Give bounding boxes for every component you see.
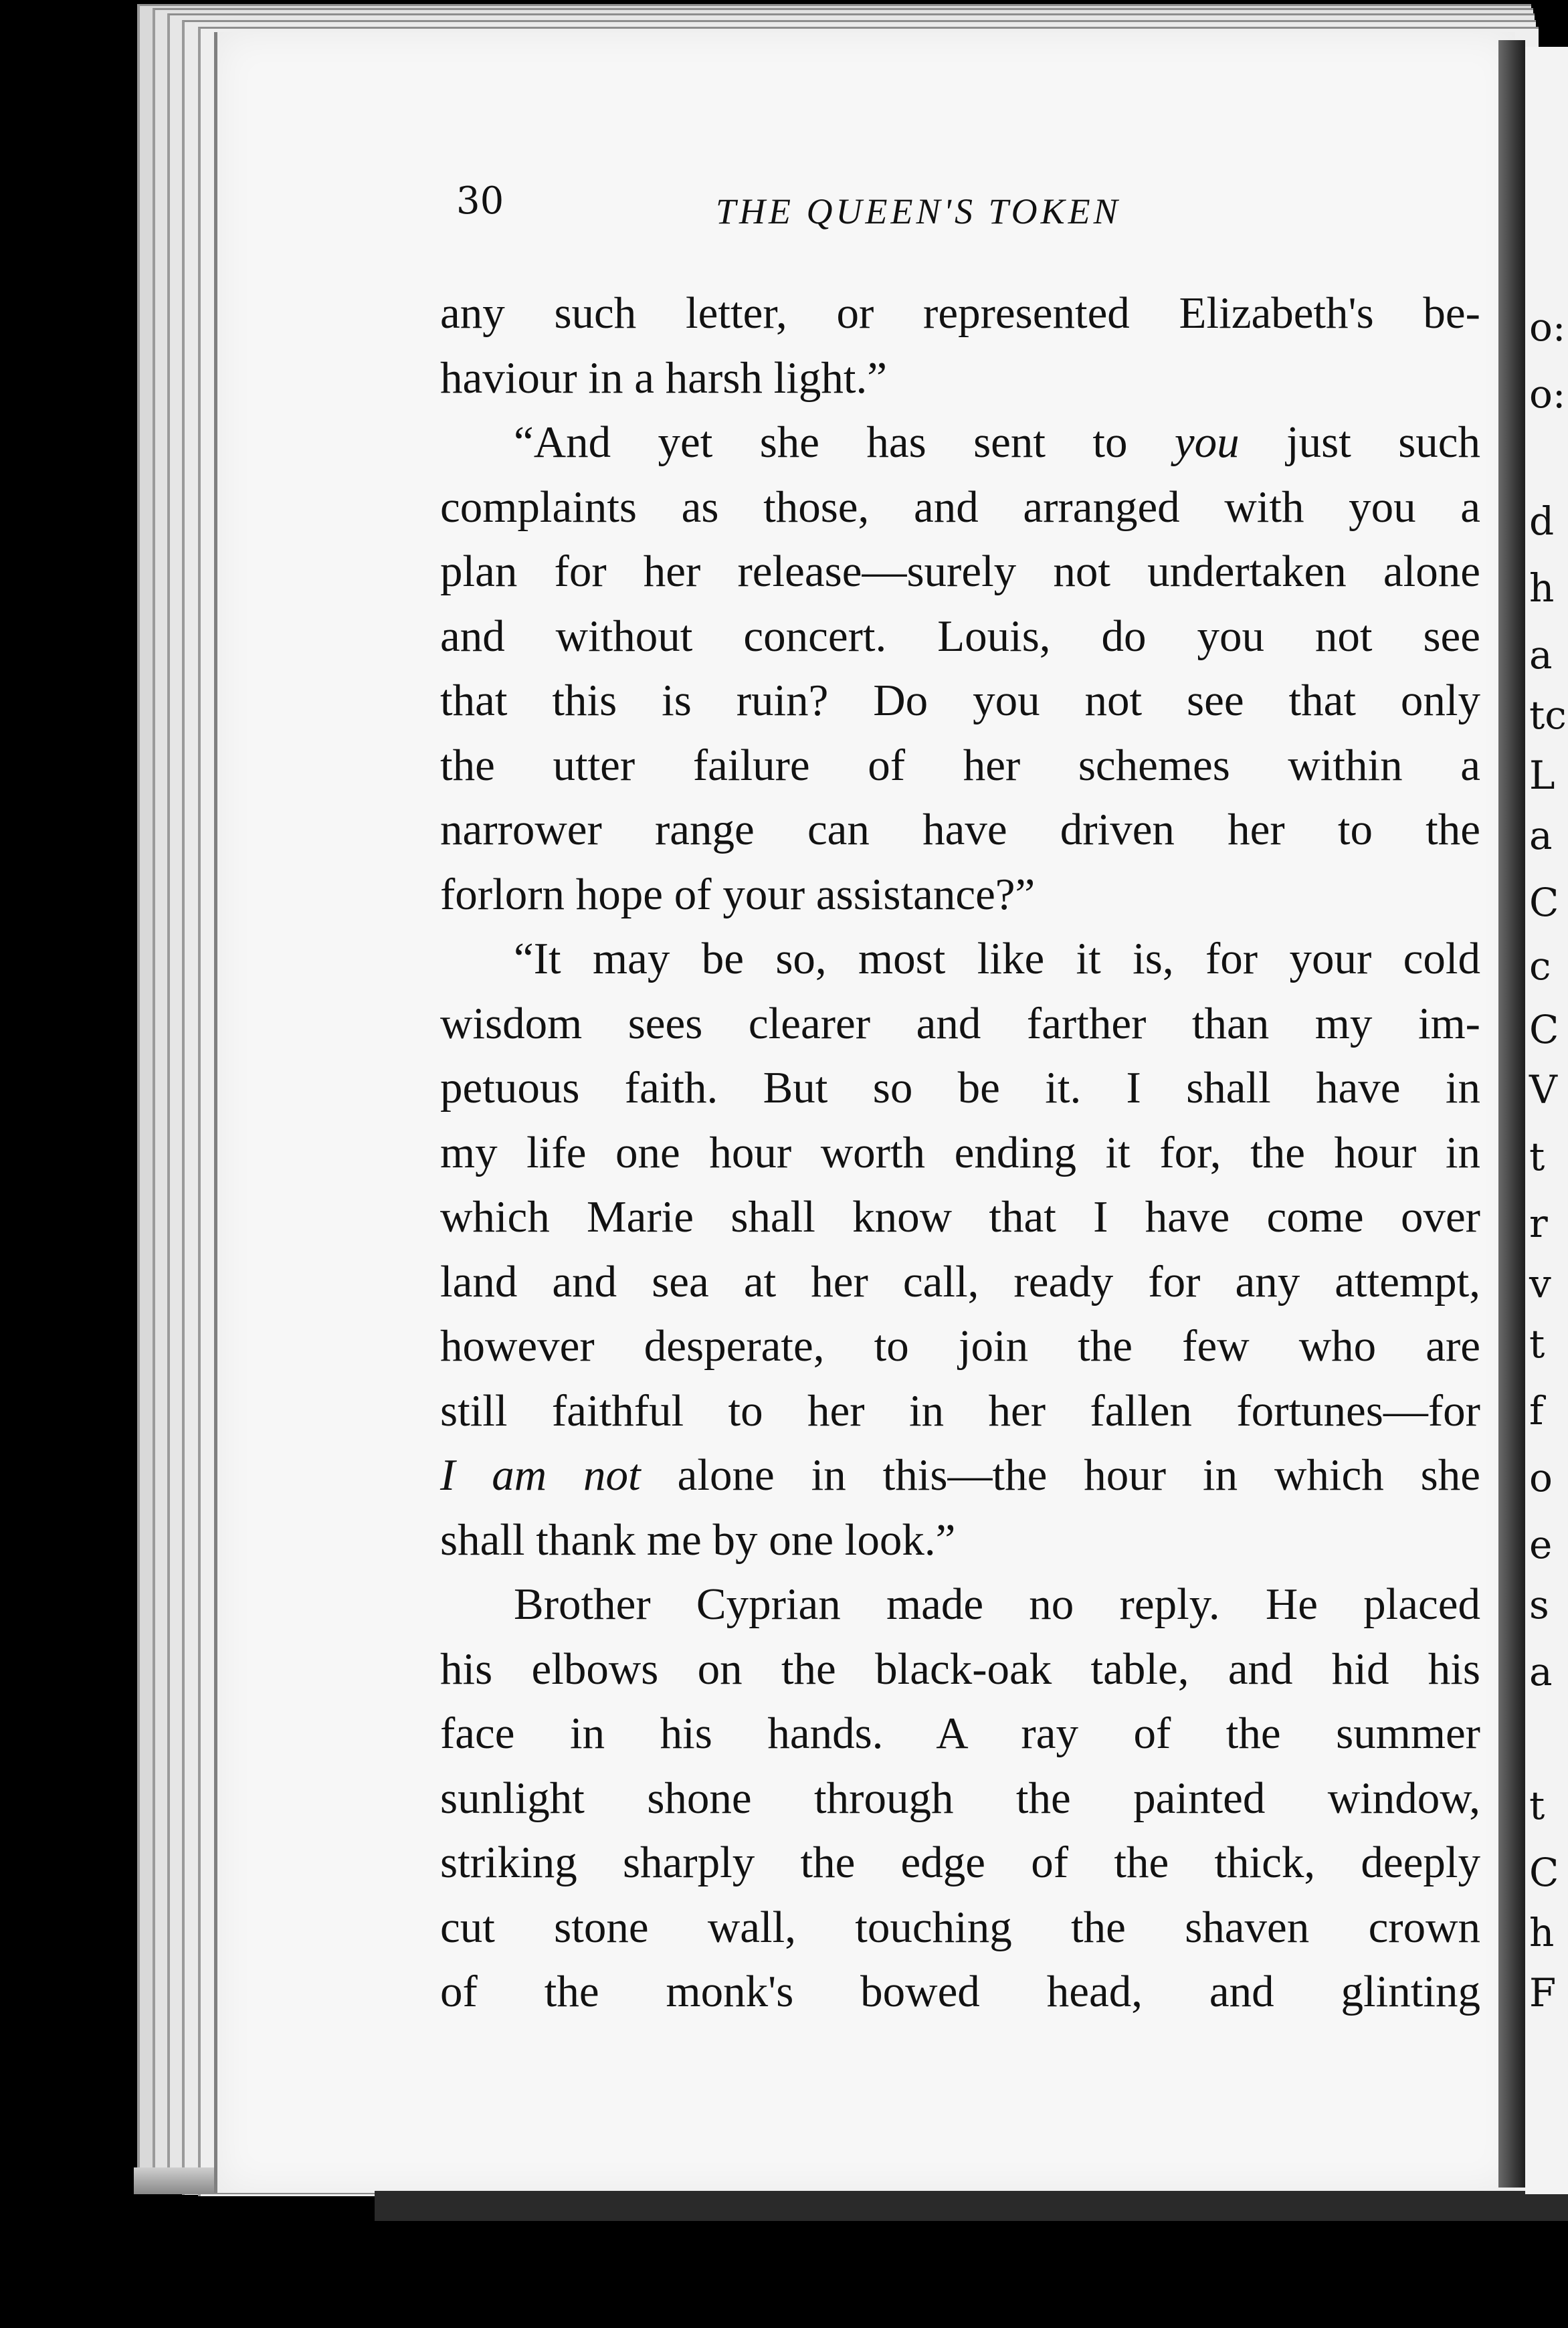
- facing-page-fragment: V: [1529, 1067, 1557, 1112]
- text-run: sunlight shone through the painted window,: [440, 1773, 1480, 1823]
- italic-emphasis: I am not: [440, 1450, 641, 1500]
- text-line: [440, 1830, 1480, 1895]
- facing-page-fragment: a: [1529, 1649, 1553, 1694]
- text-run: that this is ruin? Do you not see that only: [440, 676, 1480, 725]
- facing-page-fragment: a: [1529, 632, 1553, 678]
- body-text: [440, 281, 1480, 2024]
- text-line: [440, 1766, 1480, 1831]
- text-line: [440, 1121, 1480, 1185]
- text-line: [440, 1572, 1480, 1637]
- text-line: [440, 539, 1480, 604]
- bottom-shadow: [375, 2191, 1568, 2221]
- text-run: just such: [1239, 417, 1481, 467]
- text-run: narrower range can have driven her to the: [440, 805, 1480, 854]
- facing-page-fragment: tс: [1529, 692, 1567, 738]
- text-line: [440, 1250, 1480, 1315]
- text-line: [440, 797, 1480, 862]
- facing-page-fragment: C: [1529, 1850, 1559, 1895]
- text-run: which Marie shall know that I have come over: [440, 1192, 1480, 1242]
- text-run: still faithful to her in her fallen fortunes—for: [440, 1385, 1480, 1436]
- text-run: and without concert. Louis, do you not see: [440, 611, 1480, 661]
- italic-emphasis: you: [1174, 417, 1240, 467]
- facing-page-fragment: t: [1529, 1134, 1545, 1179]
- facing-page-sliver: [1525, 47, 1568, 2194]
- text-run: face in his hands. A ray of the summer: [440, 1709, 1480, 1758]
- facing-page-fragment: r: [1529, 1201, 1548, 1246]
- text-run: his elbows on the black-oak table, and hid his: [440, 1644, 1480, 1694]
- facing-page-fragment: h: [1529, 1910, 1555, 1955]
- running-title: THE QUEEN'S TOKEN: [716, 191, 1121, 231]
- text-line: [440, 475, 1480, 540]
- text-line: [440, 1056, 1480, 1121]
- text-line: [440, 410, 1480, 475]
- text-line: [440, 281, 1480, 346]
- facing-page-fragment: a: [1529, 813, 1553, 858]
- text-line: [440, 991, 1480, 1056]
- text-run: however desperate, to join the few who are: [440, 1321, 1480, 1371]
- text-line: [440, 1379, 1480, 1444]
- text-line: [440, 1637, 1480, 1702]
- facing-page-fragment: o: [1529, 1455, 1553, 1500]
- facing-page-fragment: c: [1529, 943, 1551, 989]
- text-run: forlorn hope of your assistance?”: [440, 869, 1036, 919]
- facing-page-fragment: o:: [1529, 371, 1566, 417]
- facing-page-fragment: v: [1529, 1261, 1551, 1306]
- text-run: cut stone wall, touching the shaven crown: [440, 1902, 1480, 1952]
- text-line: [440, 733, 1480, 798]
- text-line: [440, 668, 1480, 733]
- text-run: wisdom sees clearer and farther than my im-: [440, 998, 1480, 1048]
- book-gutter: [1498, 40, 1525, 2188]
- text-run: shall thank me by one look.”: [440, 1515, 956, 1565]
- text-run: my life one hour worth ending it for, the hour in: [440, 1127, 1480, 1177]
- text-run: the utter failure of her schemes within a: [440, 740, 1480, 790]
- facing-page-fragment: e: [1529, 1522, 1553, 1567]
- text-run: alone in this—the hour in which she: [640, 1450, 1480, 1500]
- facing-page-fragment: C: [1529, 1007, 1559, 1052]
- text-line: [440, 346, 1480, 411]
- text-run: Brother Cyprian made no reply. He placed: [514, 1579, 1480, 1629]
- text-run: complaints as those, and arranged with you a: [440, 482, 1480, 532]
- text-line: [440, 927, 1480, 991]
- text-line: [440, 862, 1480, 927]
- text-line: [440, 1314, 1480, 1379]
- text-run: of the monk's bowed head, and glinting: [440, 1967, 1480, 2016]
- facing-page-fragment: f: [1529, 1388, 1544, 1434]
- facing-page-fragment: L: [1529, 753, 1555, 798]
- text-run: petuous faith. But so be it. I shall have in: [440, 1063, 1480, 1112]
- facing-page-fragment: F: [1529, 1970, 1557, 2016]
- facing-page-fragment: t: [1529, 1783, 1545, 1828]
- text-line: [440, 1443, 1480, 1508]
- facing-page-fragment: C: [1529, 880, 1559, 925]
- facing-page-fragment: h: [1529, 565, 1555, 611]
- text-run: haviour in a harsh light.”: [440, 353, 887, 403]
- facing-page-fragment: d: [1529, 498, 1555, 544]
- page-number: 30: [456, 179, 504, 223]
- text-line: [440, 1185, 1480, 1250]
- facing-page-fragment: s: [1529, 1582, 1549, 1628]
- text-run: “And yet she has sent to: [514, 417, 1175, 467]
- text-line: [440, 1508, 1480, 1573]
- facing-page-fragment: o:: [1529, 304, 1566, 350]
- text-line: [440, 1959, 1480, 2024]
- text-run: any such letter, or represented Elizabeth's be-: [440, 288, 1480, 338]
- text-run: plan for her release—surely not undertaken alone: [440, 547, 1480, 596]
- text-line: [440, 1701, 1480, 1766]
- text-run: land and sea at her call, ready for any attempt,: [440, 1256, 1480, 1306]
- facing-page-fragment: t: [1529, 1321, 1545, 1367]
- text-line: [440, 604, 1480, 669]
- text-run: “It may be so, most like it is, for your cold: [514, 934, 1480, 983]
- text-line: [440, 1895, 1480, 1960]
- text-run: striking sharply the edge of the thick, deeply: [440, 1838, 1480, 1887]
